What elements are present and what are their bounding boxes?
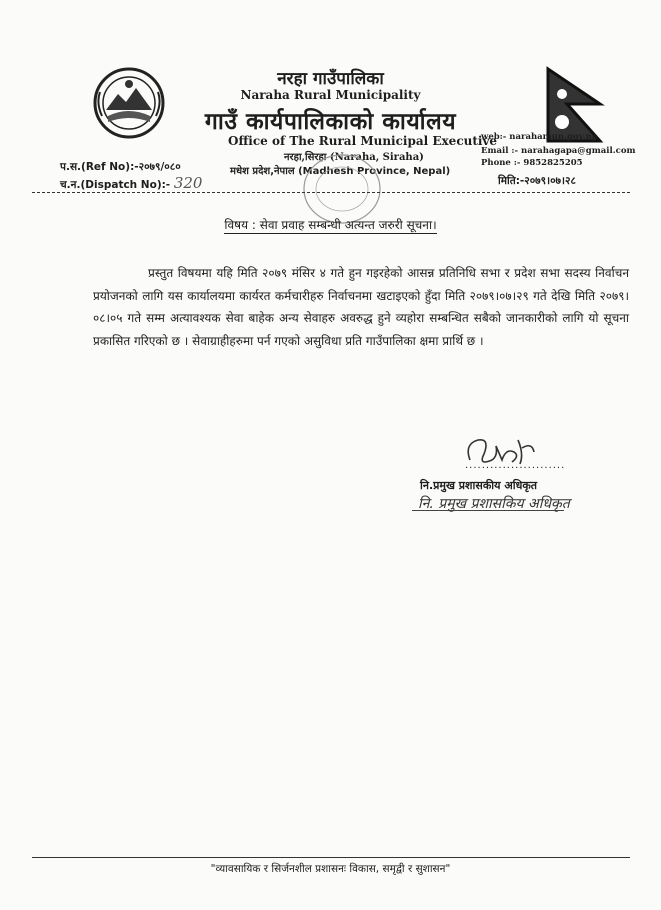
date-text: मिति:-२०७९।०७।२८ bbox=[498, 175, 576, 187]
subject-text: विषय : सेवा प्रवाह सम्बन्धी अत्यन्त जरुरी सूचना। bbox=[224, 218, 437, 232]
province-line: मधेश प्रदेश,नेपाल (Madhesh Province, Nepal) bbox=[230, 166, 451, 177]
municipality-name-en: Naraha Rural Municipality bbox=[240, 88, 421, 102]
website-text: web:- narahamun.gov.np bbox=[481, 132, 598, 142]
phone-text: Phone :- 9852825205 bbox=[481, 158, 583, 168]
signatory-title: नि.प्रमुख प्रशासकीय अधिकृत bbox=[420, 479, 538, 492]
office-name-np: गाउँ कार्यपालिकाको कार्यालय bbox=[204, 109, 457, 135]
municipality-name-np: नरहा गाउँपालिका bbox=[277, 69, 384, 89]
header-divider bbox=[32, 192, 630, 193]
notice-body: प्रस्तुत विषयमा यहि मिति २०७९ मंसिर ४ गते हुन गइरहेको आसन्न प्रतिनिधि सभा र प्रदेश सभा सदस्य निर्वाचन प्रयोजनको लागि यस कार्यालयमा कार्यरत कर्मचारीहरु निर्वाचनमा खटाइएको हुँदा मिति २०७९।०७।२९ गते देखि मिति २०७९।०८।०५ गते सम्म अत्यावश्यक सेवा बाहेक अन्य सेवाहरु अवरुद्ध हुने व्यहोरा सम्बन्धित सबैको जानकारीको लागि यो सूचना प्रकासित गरिएको छ । सेवाग्राहीहरुमा पर्न गएको असुविधा प्रति गाउँपालिका क्षमा प्रार्थि छ । bbox=[93, 266, 629, 348]
stamp-underline bbox=[412, 510, 564, 511]
ref-number: प.स.(Ref No):-२०७९/०८० bbox=[60, 161, 181, 173]
office-name-en: Office of The Rural Municipal Executive bbox=[228, 134, 498, 148]
dispatch-row bbox=[60, 174, 202, 192]
address-line: नरहा,सिरहा (Naraha, Siraha) bbox=[284, 152, 424, 163]
subject-line bbox=[0, 216, 661, 233]
footer-divider bbox=[32, 857, 630, 858]
signatory-stamp: नि. प्रमुख प्रशासकिय अधिकृत bbox=[418, 496, 570, 512]
footer-motto: "व्यावसायिक र सिर्जनशील प्रशासनः विकास, समृद्वी र सुशासन" bbox=[210, 863, 451, 875]
dispatch-number: 320 bbox=[173, 174, 203, 192]
email-text: Email :- narahagapa@gmail.com bbox=[481, 146, 636, 156]
signature-dots: ........................ bbox=[465, 460, 566, 471]
dispatch-label: च.न.(Dispatch No):- bbox=[60, 179, 171, 191]
